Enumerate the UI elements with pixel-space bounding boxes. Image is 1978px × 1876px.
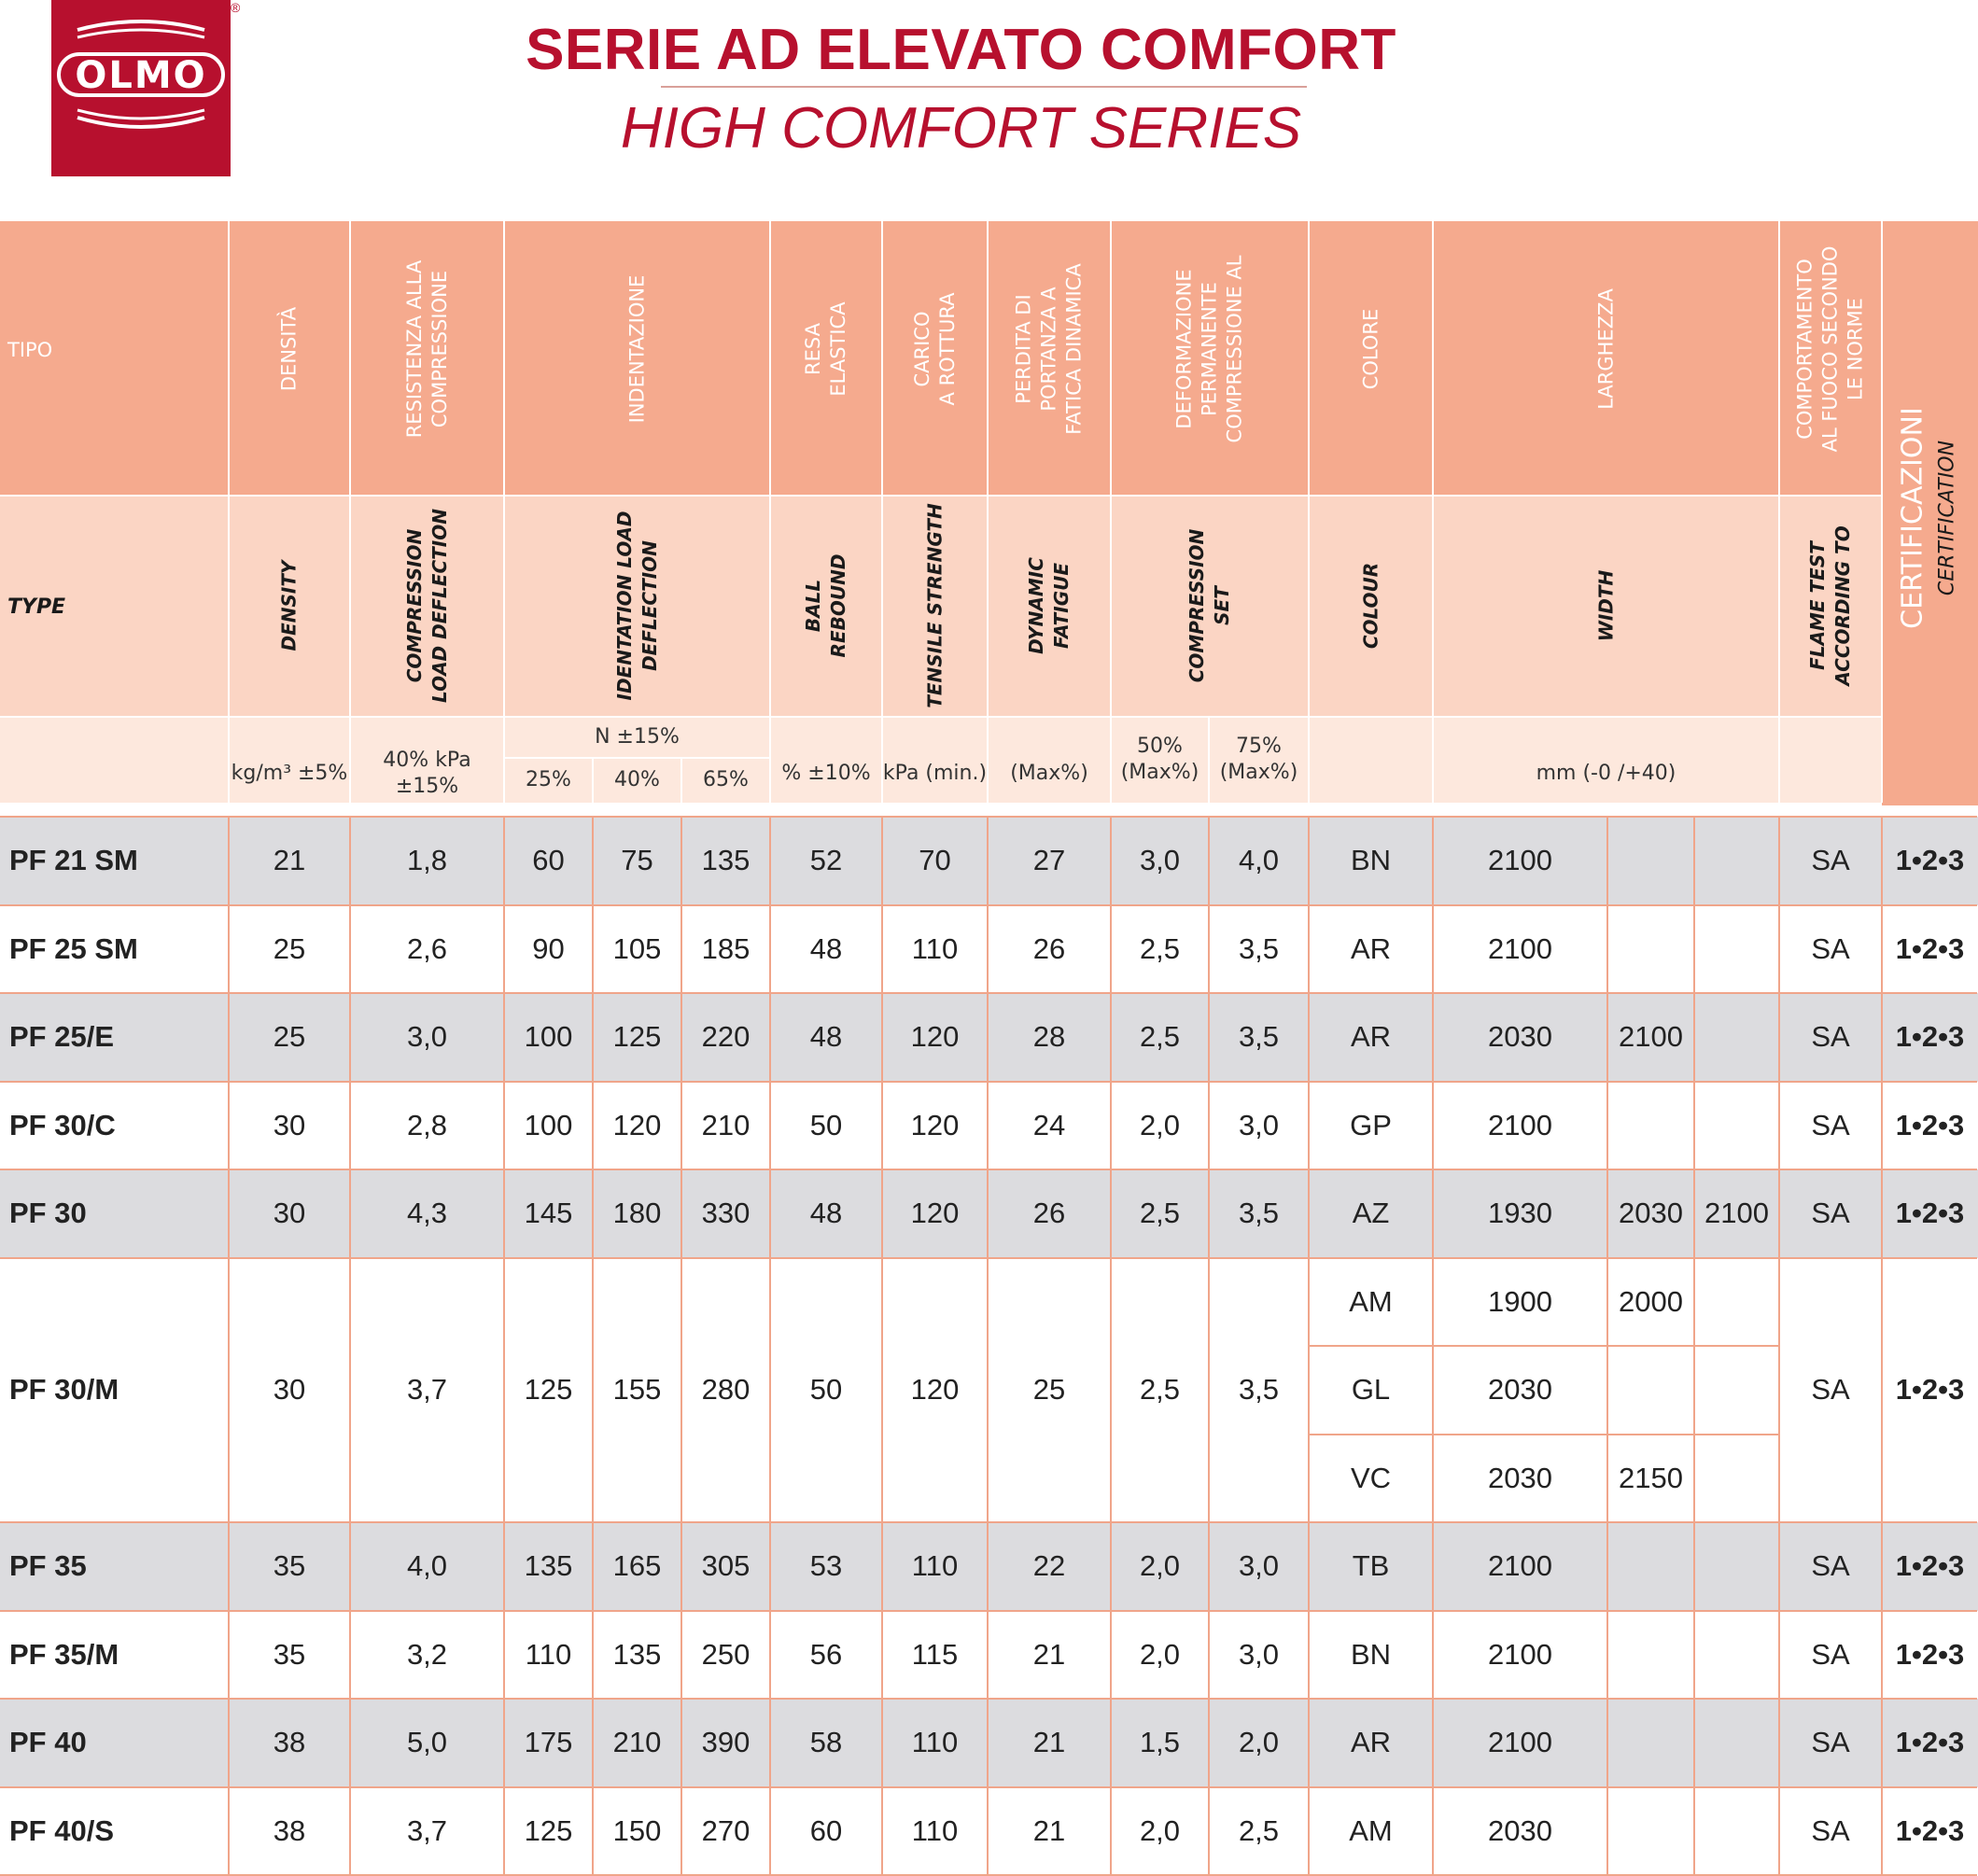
colour-code: GP: [1350, 1108, 1392, 1141]
header-width-it: LARGHEZZA: [1594, 287, 1617, 410]
header-grid-line: [680, 757, 682, 803]
header-colour-en: COLOUR: [1359, 562, 1382, 649]
header-width-en: WIDTH: [1594, 569, 1617, 641]
indentation-value: 75: [621, 844, 653, 877]
compression-load-value: 3,0: [406, 1020, 448, 1054]
indentation-value: 100: [524, 1020, 573, 1054]
width-value: 2100: [1488, 931, 1552, 965]
row-type: PF 30: [9, 1197, 87, 1230]
indentation-value: 175: [524, 1726, 573, 1759]
colour-code: AR: [1350, 1726, 1392, 1759]
compression-load-value: 4,3: [406, 1197, 448, 1230]
colour-code: GL: [1351, 1373, 1391, 1407]
colour-code: BN: [1350, 844, 1392, 877]
flame-test-value: SA: [1811, 1108, 1850, 1141]
header-cert-it: CERTIFICAZIONI CERTIFICATION: [1896, 407, 1958, 629]
header-compression-set-en: COMPRESSION SET: [1185, 528, 1233, 682]
dynamic-fatigue-value: 24: [1032, 1108, 1066, 1141]
flame-test-value: SA: [1811, 1637, 1850, 1671]
grid-line: [1778, 816, 1780, 1874]
certification-value: 1•2•3: [1895, 844, 1965, 877]
indentation-value: 90: [532, 931, 565, 965]
indentation-value: 135: [524, 1549, 573, 1583]
grid-line: [0, 1257, 1977, 1259]
width-value: 2100: [1488, 844, 1552, 877]
header-flame-test-en: FLAME TEST ACCORDING TO: [1806, 525, 1854, 686]
compression-set-value: 2,0: [1139, 1108, 1181, 1141]
density-value: 30: [273, 1108, 306, 1141]
density-value: 38: [273, 1726, 306, 1759]
ball-rebound-value: 48: [809, 1020, 843, 1054]
flame-test-value: SA: [1811, 1020, 1850, 1054]
colour-code: AR: [1350, 1020, 1392, 1054]
flame-test-value: SA: [1811, 1373, 1850, 1407]
grid-line: [1432, 816, 1434, 1874]
colour-code: AZ: [1352, 1197, 1390, 1230]
dynamic-fatigue-value: 28: [1032, 1020, 1066, 1054]
unit-compression-set-sub: 50% (Max%): [1120, 734, 1199, 784]
unit-tensile-strength: kPa (min.): [882, 761, 988, 785]
compression-set-value: 3,0: [1238, 1108, 1280, 1141]
dynamic-fatigue-value: 25: [1032, 1373, 1066, 1407]
header-grid-line: [503, 757, 769, 759]
indentation-value: 155: [612, 1373, 662, 1407]
compression-set-value: 1,5: [1139, 1726, 1181, 1759]
header-compression-load-it: RESISTENZA ALLA COMPRESSIONE: [402, 259, 451, 438]
unit-indentation-sub: 25%: [526, 767, 571, 791]
flame-test-value: SA: [1811, 931, 1850, 965]
width-value: 2100: [1619, 1020, 1683, 1054]
row-type: PF 21 SM: [9, 844, 138, 877]
indentation-value: 125: [524, 1373, 573, 1407]
colour-code: AR: [1350, 931, 1392, 965]
colour-code: AM: [1349, 1813, 1393, 1847]
indentation-value: 210: [612, 1726, 662, 1759]
indentation-value: 185: [701, 931, 751, 965]
compression-set-value: 3,5: [1238, 1020, 1280, 1054]
ball-rebound-value: 50: [809, 1373, 843, 1407]
header-density-en: DENSITY: [277, 560, 301, 651]
grid-line: [349, 816, 351, 1874]
tensile-strength-value: 110: [911, 1813, 959, 1847]
compression-load-value: 4,0: [406, 1549, 448, 1583]
ball-rebound-value: 52: [809, 844, 843, 877]
unit-dynamic-fatigue: (Max%): [1010, 761, 1088, 785]
flame-test-value: SA: [1811, 1726, 1850, 1759]
compression-set-value: 2,5: [1139, 1020, 1181, 1054]
density-value: 30: [273, 1197, 306, 1230]
indentation-value: 150: [612, 1813, 662, 1847]
header-tensile-strength-it: CARICO A ROTTURA: [910, 292, 959, 405]
row-type: PF 30/M: [9, 1373, 119, 1407]
grid-line: [0, 1786, 1977, 1788]
header-colour-it: COLORE: [1359, 308, 1382, 389]
ball-rebound-value: 50: [809, 1108, 843, 1141]
tensile-strength-value: 115: [911, 1637, 959, 1671]
width-value: 1900: [1488, 1284, 1552, 1318]
ball-rebound-value: 56: [809, 1637, 843, 1671]
tensile-strength-value: 120: [910, 1373, 960, 1407]
grid-line: [0, 992, 1977, 994]
certification-value: 1•2•3: [1895, 1637, 1965, 1671]
indentation-value: 180: [612, 1197, 662, 1230]
grid-line: [881, 816, 883, 1874]
certification-value: 1•2•3: [1895, 931, 1965, 965]
tensile-strength-value: 120: [910, 1108, 960, 1141]
compression-load-value: 3,7: [406, 1813, 448, 1847]
width-value: 2100: [1488, 1637, 1552, 1671]
header-indentation-en: IDENTATION LOAD DEFLECTION: [612, 511, 661, 700]
unit-indentation-sub: 40%: [614, 767, 660, 791]
dynamic-fatigue-value: 22: [1032, 1549, 1066, 1583]
compression-set-value: 3,5: [1238, 931, 1280, 965]
header-tensile-strength-en: TENSILE STRENGTH: [923, 502, 946, 708]
density-value: 35: [273, 1637, 306, 1671]
grid-line: [0, 1521, 1977, 1523]
tensile-strength-value: 120: [910, 1020, 960, 1054]
header-dynamic-fatigue-en: DYNAMIC FATIGUE: [1025, 556, 1073, 654]
certification-value: 1•2•3: [1895, 1108, 1965, 1141]
density-value: 21: [273, 844, 306, 877]
tensile-strength-value: 120: [910, 1197, 960, 1230]
colour-code: AM: [1349, 1284, 1393, 1318]
compression-set-value: 2,0: [1139, 1813, 1181, 1847]
width-value: 2030: [1488, 1813, 1552, 1847]
width-value: 2030: [1619, 1197, 1683, 1230]
grid-line: [769, 816, 771, 1874]
unit-density: kg/m³ ±5%: [231, 761, 348, 785]
certification-value: 1•2•3: [1895, 1197, 1965, 1230]
density-value: 25: [273, 931, 306, 965]
tensile-strength-value: 70: [919, 844, 951, 877]
compression-load-value: 2,6: [406, 931, 448, 965]
indentation-value: 60: [532, 844, 565, 877]
width-value: 2030: [1488, 1461, 1552, 1494]
header-tipo: TIPO: [7, 339, 53, 361]
compression-load-value: 5,0: [406, 1726, 448, 1759]
compression-set-value: 2,5: [1139, 931, 1181, 965]
width-value: 1930: [1488, 1197, 1552, 1230]
compression-set-value: 3,5: [1238, 1373, 1280, 1407]
indentation-value: 390: [701, 1726, 751, 1759]
flame-test-value: SA: [1811, 1813, 1850, 1847]
width-value: 2100: [1704, 1197, 1769, 1230]
flame-test-value: SA: [1811, 1197, 1850, 1230]
grid-line: [1693, 816, 1695, 1874]
dynamic-fatigue-value: 27: [1032, 844, 1066, 877]
grid-line: [1308, 1345, 1778, 1347]
grid-line: [503, 816, 505, 1874]
indentation-value: 110: [525, 1637, 572, 1671]
grid-line: [1208, 816, 1210, 1874]
row-type: PF 40: [9, 1726, 87, 1759]
ball-rebound-value: 48: [809, 1197, 843, 1230]
indentation-value: 120: [612, 1108, 662, 1141]
certification-value: 1•2•3: [1895, 1813, 1965, 1847]
width-value: 2100: [1488, 1549, 1552, 1583]
width-value: 2030: [1488, 1020, 1552, 1054]
ball-rebound-value: 48: [809, 931, 843, 965]
tensile-strength-value: 110: [911, 1549, 959, 1583]
indentation-value: 100: [524, 1108, 573, 1141]
density-value: 38: [273, 1813, 306, 1847]
svg-text:OLMO: OLMO: [75, 54, 207, 97]
compression-set-value: 2,5: [1139, 1197, 1181, 1230]
dynamic-fatigue-value: 26: [1032, 931, 1066, 965]
indentation-value: 330: [701, 1197, 751, 1230]
header-cert-en: CERTIFICATION: [1935, 440, 1958, 596]
tensile-strength-value: 110: [911, 1726, 959, 1759]
header-ball-rebound-it: RESA ELASTICA: [802, 301, 849, 397]
grid-line: [1881, 816, 1883, 1874]
colour-code: VC: [1350, 1461, 1392, 1494]
unit-indentation: N ±15%: [595, 725, 680, 749]
density-value: 30: [273, 1373, 306, 1407]
row-type: PF 35: [9, 1549, 87, 1583]
compression-set-value: 2,5: [1238, 1813, 1280, 1847]
grid-line: [592, 816, 594, 1874]
density-value: 35: [273, 1549, 306, 1583]
width-value: 2150: [1619, 1461, 1683, 1494]
grid-line: [0, 904, 1977, 906]
header-compression-set-it: DEFORMAZIONE PERMANENTE COMPRESSIONE AL: [1172, 255, 1246, 442]
indentation-value: 210: [701, 1108, 751, 1141]
ball-rebound-value: 60: [809, 1813, 843, 1847]
grid-line: [1110, 816, 1112, 1874]
title-divider: [661, 86, 1307, 88]
unit-compression-set-sub: 75% (Max%): [1219, 734, 1298, 784]
header-flame-test-it: COMPORTAMENTO AL FUOCO SECONDO LE NORME: [1793, 245, 1867, 452]
grid-line: [1606, 816, 1608, 1874]
row-type: PF 35/M: [9, 1637, 119, 1671]
header-grid-line: [592, 757, 594, 803]
header-indentation-it: INDENTAZIONE: [625, 274, 648, 423]
compression-set-value: 3,0: [1139, 844, 1181, 877]
compression-load-value: 3,7: [406, 1373, 448, 1407]
grid-line: [0, 816, 1977, 818]
width-value: 2000: [1619, 1284, 1683, 1318]
grid-line: [0, 1698, 1977, 1700]
header-grid-line: [0, 495, 1881, 497]
header-compression-load-en: COMPRESSION LOAD DEFLECTION: [402, 508, 451, 703]
flame-test-value: SA: [1811, 844, 1850, 877]
grid-line: [987, 816, 989, 1874]
compression-load-value: 3,2: [406, 1637, 448, 1671]
row-type: PF 40/S: [9, 1813, 114, 1847]
grid-line: [0, 1169, 1977, 1170]
header-grid-line: [1208, 716, 1210, 803]
indentation-value: 250: [701, 1637, 751, 1671]
unit-indentation-sub: 65%: [703, 767, 749, 791]
indentation-value: 125: [612, 1020, 662, 1054]
width-value: 2030: [1488, 1373, 1552, 1407]
header-dynamic-fatigue-it: PERDITA DI PORTANZA A FATICA DINAMICA: [1012, 262, 1086, 435]
grid-line: [680, 816, 682, 1874]
header-grid-line: [1881, 221, 1883, 803]
compression-load-value: 2,8: [406, 1108, 448, 1141]
grid-line: [0, 1610, 1977, 1612]
unit-width: mm (-0 /+40): [1536, 761, 1676, 785]
header-grid-line: [0, 716, 1881, 718]
flame-test-value: SA: [1811, 1549, 1850, 1583]
compression-set-value: 3,5: [1238, 1197, 1280, 1230]
compression-set-value: 3,0: [1238, 1549, 1280, 1583]
header-type: TYPE: [7, 595, 66, 619]
certification-value: 1•2•3: [1895, 1020, 1965, 1054]
grid-line: [228, 816, 230, 1874]
row-type: PF 25 SM: [9, 931, 138, 965]
indentation-value: 280: [701, 1373, 751, 1407]
row-type: PF 25/E: [9, 1020, 114, 1054]
page-subtitle: HIGH COMFORT SERIES: [620, 96, 1302, 161]
compression-set-value: 4,0: [1238, 844, 1280, 877]
width-value: 2100: [1488, 1108, 1552, 1141]
certification-value: 1•2•3: [1895, 1549, 1965, 1583]
compression-set-value: 2,0: [1139, 1549, 1181, 1583]
indentation-value: 145: [524, 1197, 573, 1230]
dynamic-fatigue-value: 21: [1032, 1637, 1066, 1671]
header-density-it: DENSITÀ: [277, 306, 301, 391]
width-value: 2100: [1488, 1726, 1552, 1759]
certification-value: 1•2•3: [1895, 1373, 1965, 1407]
indentation-value: 105: [612, 931, 662, 965]
grid-line: [1308, 816, 1310, 1874]
indentation-value: 125: [524, 1813, 573, 1847]
compression-set-value: 2,0: [1238, 1726, 1280, 1759]
colour-code: TB: [1352, 1549, 1390, 1583]
colour-code: BN: [1350, 1637, 1392, 1671]
indentation-value: 220: [701, 1020, 751, 1054]
compression-set-value: 2,5: [1139, 1373, 1181, 1407]
indentation-value: 135: [701, 844, 751, 877]
registered-mark: ®: [231, 0, 241, 15]
page-title: SERIE AD ELEVATO COMFORT: [526, 18, 1396, 82]
ball-rebound-value: 53: [809, 1549, 843, 1583]
header-ball-rebound-en: BALL REBOUND: [802, 553, 849, 657]
compression-set-value: 3,0: [1238, 1637, 1280, 1671]
indentation-value: 135: [612, 1637, 662, 1671]
grid-line: [0, 1081, 1977, 1083]
ball-rebound-value: 58: [809, 1726, 843, 1759]
density-value: 25: [273, 1020, 306, 1054]
indentation-value: 165: [612, 1549, 662, 1583]
dynamic-fatigue-value: 21: [1032, 1813, 1066, 1847]
indentation-value: 305: [701, 1549, 751, 1583]
tensile-strength-value: 110: [911, 931, 959, 965]
unit-compression-load: 40% kPa ±15%: [383, 748, 471, 798]
compression-load-value: 1,8: [406, 844, 448, 877]
row-type: PF 30/C: [9, 1108, 116, 1141]
dynamic-fatigue-value: 26: [1032, 1197, 1066, 1230]
indentation-value: 270: [701, 1813, 751, 1847]
certification-value: 1•2•3: [1895, 1726, 1965, 1759]
compression-set-value: 2,0: [1139, 1637, 1181, 1671]
unit-ball-rebound: % ±10%: [781, 761, 871, 785]
grid-line: [1308, 1434, 1778, 1435]
dynamic-fatigue-value: 21: [1032, 1726, 1066, 1759]
